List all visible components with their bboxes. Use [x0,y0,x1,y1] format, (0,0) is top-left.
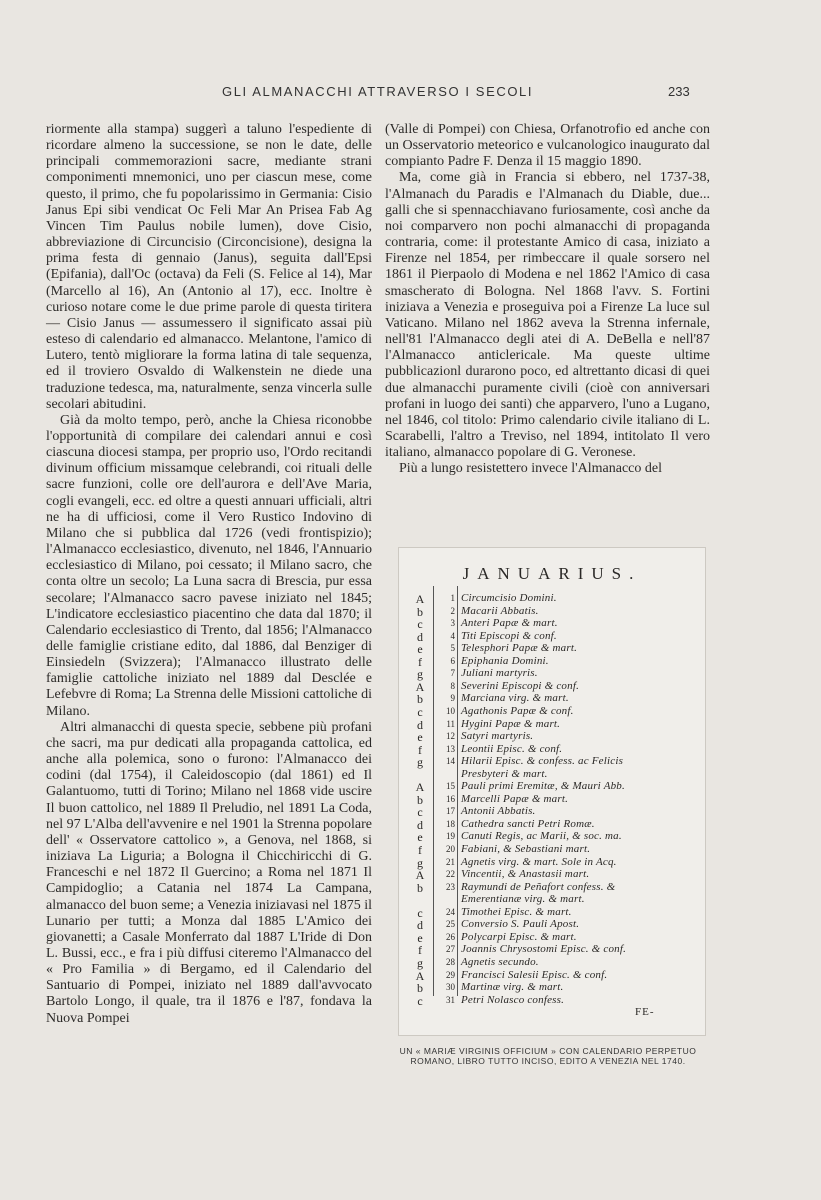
catchword: FE- [635,1006,655,1018]
paragraph: Più a lungo resistettero invece l'Almanacco del [399,461,662,477]
day-number: 2 [450,605,455,616]
dominical-letter: e [417,642,423,657]
dominical-letter: g [417,667,423,682]
dominical-letter: e [417,730,423,745]
feast-name: Polycarpi Episc. & mart. [461,930,577,943]
feast-name: Epiphania Domini. [461,654,549,667]
dominical-letter: b [417,880,423,895]
day-number: 24 [446,906,455,917]
feast-name: Marciana virg. & mart. [461,692,569,705]
day-number: 12 [446,731,455,742]
day-number: 19 [446,831,455,842]
day-number: 13 [446,743,455,754]
day-number: 6 [450,655,455,666]
day-number: 16 [446,793,455,804]
feast-name: Telesphori Papæ & mart. [461,642,578,655]
calendar-title: JANUARIUS. [462,564,642,583]
feast-name: Macarii Abbatis. [461,604,539,617]
feast-name: Fabiani, & Sebastiani mart. [461,843,591,855]
day-number: 5 [450,643,455,654]
right-column [385,122,710,477]
feast-name: Hygini Papæ & mart. [461,717,561,730]
feast-name: Agnetis virg. & mart. Sole in Acq. [461,855,617,868]
feast-name: Vincentii, & Anastasii mart. [461,868,590,881]
dominical-letter: g [417,855,423,870]
day-number: 8 [450,680,455,691]
day-number: 7 [450,668,455,679]
calendar-row [399,994,705,1010]
calendar-figure [398,547,706,1036]
dominical-letter: b [417,604,423,619]
dominical-letter: f [418,943,422,958]
feast-name: Satyri martyris. [461,730,534,743]
feast-name: Marcelli Papæ & mart. [461,792,569,805]
day-number: 20 [446,844,455,854]
dominical-letter: c [417,805,423,820]
day-number: 11 [446,718,455,729]
day-number: 23 [446,881,455,892]
feast-name: Emerentianæ virg. & mart. [461,893,585,906]
day-number: 1 [450,593,455,603]
caption-line: UN « MARIÆ VIRGINIS OFFICIUM » CON CALENDARIO PERPETUO [399,1046,697,1056]
day-number: 17 [446,806,455,817]
dominical-letter: d [417,629,423,644]
day-number: 18 [446,818,455,829]
feast-name: Agathonis Papæ & conf. [461,704,574,717]
feast-name: Petri Nolasco confess. [461,993,565,1006]
dominical-letter: f [418,742,422,757]
running-header [0,84,821,108]
feast-name: Leontii Episc. & conf. [461,742,563,755]
feast-name: Timothei Episc. & mart. [461,905,572,918]
day-number: 22 [446,869,455,880]
dominical-letter: e [417,930,423,945]
feast-name: Agnetis secundo. [461,955,539,968]
dominical-letter: b [417,792,423,807]
dominical-letter: d [417,918,423,933]
day-number: 26 [446,931,455,942]
day-number: 4 [450,630,455,641]
paragraph: (Valle di Pompei) con Chiesa, Orfanotrofio ed anche con un Osservatorio meteorico e vulcanologico inaugurato dal compianto Padre F. Denza il 15 maggio 1890. [385,122,711,170]
feast-name: Cathedra sancti Petri Romæ. [461,817,595,830]
paragraph: Altri almanacchi di questa specie, sebbene più profani che sacri, ma pur dedicati alla propaganda cattolica, ed anche alla polemica, sono o furono: l'Almanacco dei codini (dal 1754), il Caleidoscopio (dal 1861) ed Il Galantuomo, tutti di Torino; Milano nel 1868 vide uscire Il buon cattolico, nel 1889 Il Preludio, nel 1891 La Coda, nel 97 L'Alba dell'avvenire e nel 1901 la Strenna popolare dell' « Osservatore cattolico », a Genova, nel 1868, si iniziava La Liguria; a Bologna il Chicchiricchi di G. Franceschi e nel 1872 Il Guercino; a Roma nel 1871 Il Campidoglio; a Catania nel 1874 La Campana, almanacco del buon seme; a Venezia iniziavasi nel 1875 il Lunario per tutti; a Monza dal 1885 L'Amico dei giovanetti; a Casale Monferrato dal 1887 L'Iride di Don L. Bussi, ecc., e fra i più diffusi citeremo l'Almanacco del « Pro Familia » di Bergamo, ed il Calendario del Santuario di Pompei, iniziato nel 1889 dall'avvocato Bartolo Longo, il quale, tra il 1876 e l'87, fondava la Nuova Pompei [46,719,372,1026]
dominical-letter: c [417,993,423,1008]
feast-name: Presbyteri & mart. [461,767,548,780]
feast-name: Martinæ virg. & mart. [461,981,564,994]
day-number: 3 [450,618,455,629]
dominical-letter: d [417,817,423,832]
caption-line: ROMANO, LIBRO TUTTO INCISO, EDITO A VENEZIA NEL 1740. [410,1056,686,1066]
feast-name: Hilarii Episc. & confess. ac Felicis [461,755,624,768]
day-number: 25 [446,919,455,930]
dominical-letter: f [418,843,422,857]
dominical-letter: c [417,704,423,719]
dominical-letter: A [415,868,425,883]
feast-name: Anteri Papæ & mart. [461,617,558,630]
day-number: 29 [446,969,455,980]
left-column [46,122,372,1027]
page-number: 233 [668,84,690,99]
feast-name: Francisci Salesii Episc. & conf. [461,968,608,981]
dominical-letter: e [417,830,423,845]
day-number: 14 [446,756,455,767]
paragraph: Ma, come già in Francia si ebbero, nel 1737-38, l'Almanach du Paradis e l'Almanach du Diable, due... galli che si spennacchiavano furiosamente, così anche da noi comparvero non pochi almanacchi di propaganda contraria, come: il protestante Amico di casa, iniziato a Firenze nel 1854, per rimbeccare il quale sorsero nel 1861 il Pierpaolo di Modena e nel 1862 l'Amico di casa smascherato di Bologna. Nel 1868 l'avv. S. Fortini iniziava a Venezia e proseguiva poi a Firenze La luce sul Vaticano. Milano nel 1862 aveva la Strenna infernale, nell'81 l'Almanacco degli atei di A. DeBella e nell'87 l'Almanacco anticlericale. Ma queste ultime pubblicazionl durarono poco, ed altrettanto dicasi di quei due almanacchi puramente civili (cioè con anniversari profani in luogo dei santi) che apparvero, l'uno a Lugano, nel 1846, col titolo: Primo calendario civile italiano di L. Scarabelli, l'altro a Treviso, nel 1894, intitolato Il vero italiano, almanacco popolare di G. Veronese. [385,170,710,461]
day-number: 27 [446,944,455,955]
dominical-letter: A [415,679,425,694]
day-number: 31 [446,994,455,1005]
dominical-letter: A [415,968,425,983]
day-number: 28 [446,956,455,967]
dominical-letter: c [417,905,423,920]
day-number: 15 [446,781,455,792]
feast-name: Severini Episcopi & conf. [461,679,580,692]
feast-name: Joannis Chrysostomi Episc. & conf. [461,943,627,956]
dominical-letter: c [417,617,423,632]
running-title: GLI ALMANACCHI ATTRAVERSO I SECOLI [222,84,534,99]
paragraph: Già da molto tempo, però, anche la Chiesa riconobbe l'opportunità di compilare dei calendari annui e così ciascuna diocesi stampa, per proprio uso, l'Ordo recitandi divinum officium missamque celebrandi, coi rituali delle sacre funzioni, colle ore dell'aurora e dell'Ave Maria, cogli evangeli, ecc. ed oltre a questi annuari ufficiali, altri ne ha di ufficiosi, come il Vero Rustico Indovino di Milano che si pubblica dal 1726 (vedi frontispizio); l'Almanacco ecclesiastico, divenuto, nel 1846, l'Annuario ecclesiastico di Milano, poi cessato; il Milano sacro, che conta oltre un secolo; La Luna sacra di Brescia, pur essa secolare; l'Almanacco sacro pavese iniziato nel 1845; L'indicatore ecclesiastico piacentino che data dal 1870; il Calendario ecclesiastico di Trento, dal 1856; l'Almanacco delle famiglie cristiane edito, dal 1886, dal Benziger di Einsiedeln (Svizzera); l'Almanacco illustrato delle famiglie cattoliche iniziato nel 1889 dal Desclée e Lefebvre di Roma; La Strenna delle Missioni cattoliche di Milano. [46,412,372,719]
dominical-letter: f [418,654,422,669]
day-number: 10 [446,705,455,716]
dominical-letter: A [415,780,425,795]
paragraph: riormente alla stampa) suggerì a taluno l'espediente di ricordare almeno la successione, se non le date, delle principali commemorazioni sacre, mediante strani componimenti mnemonici, uno per ciascun mese, come questo, il primo, che fu popolarissimo in Germania: Cisio Janus Epi sibi vendicat Oc Feli Mar An Prisea Fab Ag Vincen Tim Paulus nobile lumen), dove Cisio, abbreviazione di Circuncisio (Circoncisione), designa la prima festa di gennaio (Janus), seguita dall'Epsi (Epifania), dall'Oc (octava) da Feli (S. Felice al 14), Mar (Marcello al 16), An (Antonio al 17), ecc. Inoltre è curioso notare come le due prime parole di questa tiritera — Cisio Janus — assumessero il significato assai più esteso di calendario ed almanacco. Melantone, l'amico di Lutero, tentò migliorare la forma latina di tale sequenza, ed il troviero Osvaldo di Walkenstein ne diede una traduzione tedesca, ma, naturalmente, senza vincerla sulle secolari abitudini. [46,122,372,412]
dominical-letter: g [417,755,423,770]
dominical-letter: b [417,692,423,707]
feast-name: Antonii Abbatis. [461,805,536,818]
day-number: 30 [446,982,455,993]
day-number: 9 [450,693,455,704]
feast-name: Titi Episcopi & conf. [461,629,557,642]
dominical-letter: d [417,717,423,732]
feast-name: Circumcisio Domini. [461,592,557,604]
feast-name: Canuti Regis, ac Marii, & soc. ma. [461,830,622,843]
feast-name: Pauli primi Eremitæ, & Mauri Abb. [461,780,625,793]
dominical-letter: b [417,981,423,996]
feast-name: Raymundi de Peñafort confess. & [461,880,616,893]
dominical-letter: g [417,955,423,970]
dominical-letter: A [415,592,425,606]
day-number: 21 [446,856,455,867]
feast-name: Juliani martyris. [461,667,538,680]
feast-name: Conversio S. Pauli Apost. [461,918,580,931]
figure-caption [378,1046,718,1066]
